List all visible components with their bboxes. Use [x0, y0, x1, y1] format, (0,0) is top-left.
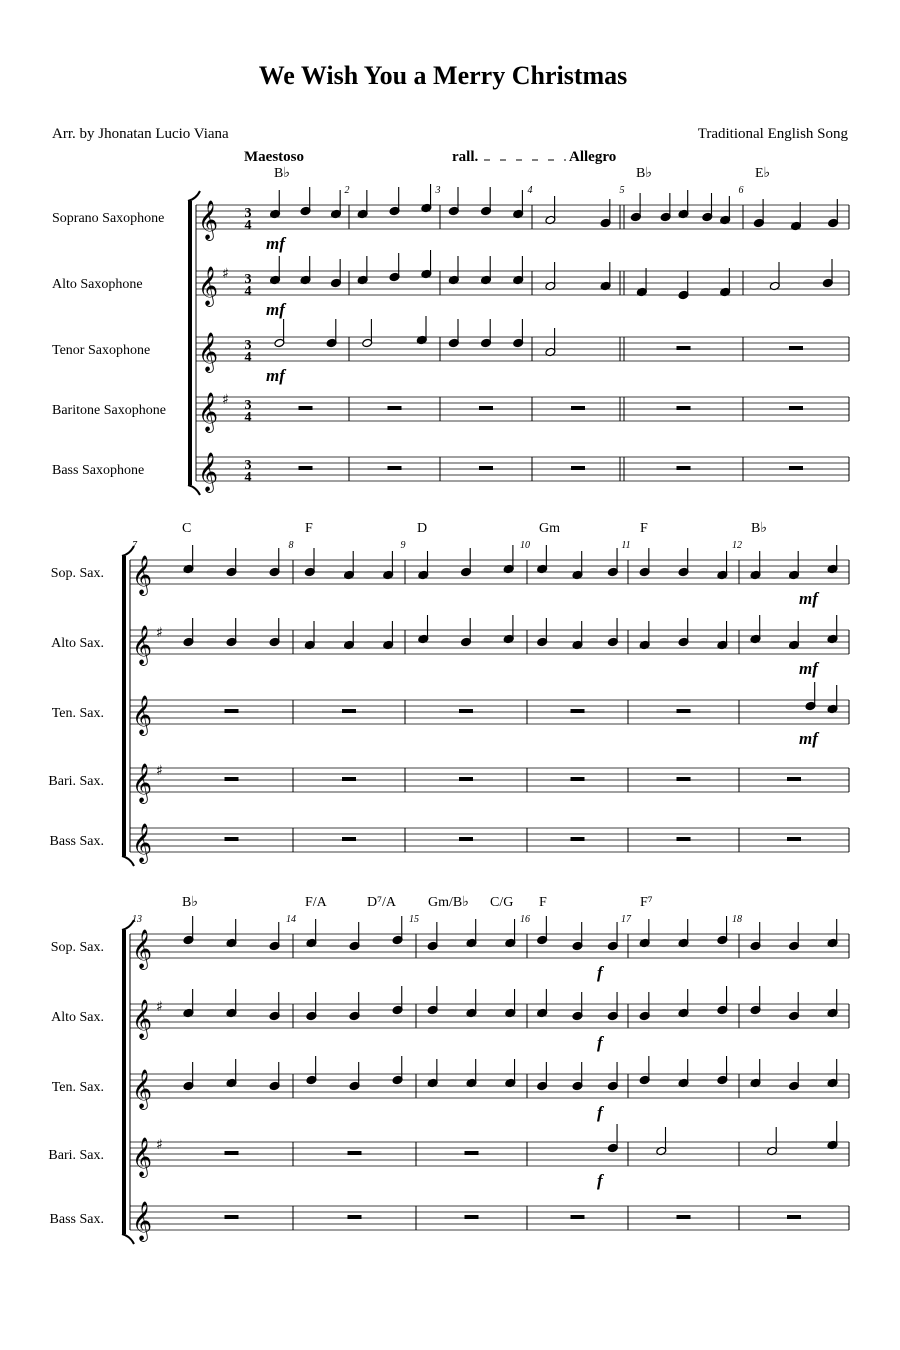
dynamic-marking: mf: [266, 366, 285, 385]
chord-symbol: B♭: [182, 895, 198, 910]
measure-number: 11: [621, 540, 631, 551]
measure: [357, 184, 440, 229]
treble-clef-icon: 𝄞: [198, 392, 219, 432]
measure-number: 13: [132, 914, 142, 925]
whole-rest-icon: [299, 466, 313, 470]
whole-rest-icon: [479, 406, 493, 410]
measure-number: 14: [286, 914, 296, 925]
time-signature-top: 3: [244, 338, 252, 353]
whole-rest-icon: [225, 1151, 239, 1155]
key-sharp-icon: ♯: [222, 392, 229, 408]
measure: [357, 250, 440, 295]
whole-rest-icon: [571, 466, 585, 470]
instrument-name: Bass Sax.: [49, 834, 104, 849]
whole-rest-icon: [571, 406, 585, 410]
measure: [545, 262, 624, 295]
key-sharp-icon: ♯: [156, 999, 163, 1015]
whole-rest-icon: [225, 777, 239, 781]
measure: [545, 328, 624, 361]
whole-rest-icon: [348, 1151, 362, 1155]
measure-number: 7: [132, 540, 137, 551]
system-1: [52, 166, 849, 495]
staff-4: [48, 1121, 849, 1178]
chord-symbol: D: [417, 521, 428, 536]
instrument-name: Ten. Sax.: [51, 706, 104, 721]
whole-rest-icon: [571, 837, 585, 841]
staff-4: [48, 763, 849, 804]
measure-number: 9: [400, 540, 406, 551]
key-sharp-icon: ♯: [222, 266, 229, 282]
system-bracket: [122, 930, 126, 1234]
whole-rest-icon: [677, 837, 691, 841]
whole-rest-icon: [299, 406, 313, 410]
key-sharp-icon: ♯: [156, 763, 163, 779]
treble-clef-icon: 𝄞: [132, 1069, 153, 1109]
treble-clef-icon: 𝄞: [132, 1137, 153, 1177]
dynamic-marking: mf: [799, 729, 818, 748]
staff-3: [52, 316, 849, 373]
chord-symbol: B♭: [751, 521, 767, 536]
system-2: [48, 521, 849, 866]
treble-clef-icon: 𝄞: [132, 625, 153, 665]
whole-rest-icon: [225, 837, 239, 841]
time-signature-bottom: 4: [244, 410, 252, 425]
chord-symbol: F/A: [305, 895, 327, 910]
measure-number: 4: [527, 185, 533, 196]
whole-rest-icon: [571, 1215, 585, 1219]
dynamic-marking: mf: [266, 234, 285, 253]
measure: [753, 199, 849, 231]
tempo-rall: rall.: [452, 149, 479, 165]
time-signature-top: 3: [244, 206, 252, 221]
time-signature-top: 3: [244, 398, 252, 413]
treble-clef-icon: 𝄞: [132, 1201, 153, 1241]
chord-symbol: Gm: [539, 521, 560, 536]
instrument-name: Ten. Sax.: [51, 1080, 104, 1095]
chord-symbol: F: [539, 895, 547, 910]
measure: [545, 196, 624, 229]
treble-clef-icon: 𝄞: [198, 266, 219, 306]
chord-symbol: E♭: [755, 166, 771, 181]
whole-rest-icon: [459, 837, 473, 841]
instrument-name: Baritone Saxophone: [52, 403, 166, 418]
whole-rest-icon: [342, 777, 356, 781]
chord-symbol: C: [182, 521, 192, 536]
whole-rest-icon: [789, 406, 803, 410]
staff-2: [51, 615, 849, 666]
treble-clef-icon: 𝄞: [132, 999, 153, 1039]
dynamic-marking: mf: [799, 589, 818, 608]
instrument-name: Alto Sax.: [51, 636, 104, 651]
treble-clef-icon: 𝄞: [132, 823, 153, 863]
chord-symbol: B♭: [274, 166, 290, 181]
instrument-name: Bari. Sax.: [48, 774, 104, 789]
dynamic-marking: mf: [266, 300, 285, 319]
chord-symbol: F: [305, 521, 313, 536]
staff-5: [50, 823, 849, 864]
score-systems: [48, 166, 849, 1244]
tempo-maestoso: Maestoso: [244, 149, 304, 165]
measure-number: 17: [621, 914, 631, 925]
instrument-name: Bass Sax.: [49, 1212, 104, 1227]
dynamic-marking: mf: [799, 659, 818, 678]
time-signature-bottom: 4: [244, 284, 252, 299]
staff-2: [52, 250, 849, 307]
instrument-name: Tenor Saxophone: [52, 343, 151, 358]
whole-rest-icon: [677, 709, 691, 713]
system-bracket: [188, 201, 192, 485]
arranger-credit: Arr. by Jhonatan Lucio Viana: [52, 126, 229, 142]
chord-symbol: F⁷: [640, 895, 653, 910]
whole-rest-icon: [388, 466, 402, 470]
whole-rest-icon: [465, 1151, 479, 1155]
instrument-name: Alto Saxophone: [52, 277, 143, 292]
chord-symbol: D⁷/A: [367, 895, 396, 910]
whole-rest-icon: [342, 837, 356, 841]
whole-rest-icon: [388, 406, 402, 410]
measure-number: 16: [520, 914, 530, 925]
staff-1: [51, 916, 849, 970]
whole-rest-icon: [789, 346, 803, 350]
time-signature-bottom: 4: [244, 350, 252, 365]
whole-rest-icon: [571, 709, 585, 713]
staff-4: [52, 392, 849, 433]
dynamic-marking: f: [597, 1033, 603, 1052]
instrument-name: Bari. Sax.: [48, 1148, 104, 1163]
treble-clef-icon: 𝄞: [198, 332, 219, 372]
measure: [767, 1121, 849, 1166]
measure-number: 18: [732, 914, 742, 925]
instrument-name: Alto Sax.: [51, 1010, 104, 1025]
measure-number: 6: [738, 185, 744, 196]
measure-number: 2: [344, 185, 350, 196]
measure-number: 12: [732, 540, 742, 551]
treble-clef-icon: 𝄞: [198, 200, 219, 240]
tempo-allegro: Allegro: [569, 149, 617, 165]
instrument-name: Sop. Sax.: [50, 940, 104, 955]
measure-number: 10: [520, 540, 530, 551]
instrument-name: Sop. Sax.: [50, 566, 104, 581]
chord-symbol: Gm/B♭: [428, 895, 469, 910]
time-signature-bottom: 4: [244, 470, 252, 485]
whole-rest-icon: [225, 1215, 239, 1219]
staff-2: [51, 986, 849, 1040]
instrument-name: Soprano Saxophone: [52, 211, 165, 226]
chord-symbol: C/G: [490, 895, 514, 910]
dynamic-marking: f: [597, 1171, 603, 1190]
treble-clef-icon: 𝄞: [132, 763, 153, 803]
chord-symbol: B♭: [636, 166, 652, 181]
system-3: [48, 895, 849, 1244]
chord-symbol: F: [640, 521, 648, 536]
staff-1: [51, 545, 849, 596]
whole-rest-icon: [677, 777, 691, 781]
treble-clef-icon: 𝄞: [132, 555, 153, 595]
treble-clef-icon: 𝄞: [198, 452, 219, 492]
whole-rest-icon: [787, 777, 801, 781]
whole-rest-icon: [479, 466, 493, 470]
whole-rest-icon: [348, 1215, 362, 1219]
composer-credit: Traditional English Song: [697, 126, 848, 142]
whole-rest-icon: [677, 1215, 691, 1219]
whole-rest-icon: [571, 777, 585, 781]
whole-rest-icon: [677, 406, 691, 410]
key-sharp-icon: ♯: [156, 625, 163, 641]
system-bracket: [122, 556, 126, 856]
score-title: We Wish You a Merry Christmas: [258, 61, 628, 90]
staff-5: [50, 1201, 849, 1242]
whole-rest-icon: [677, 346, 691, 350]
dynamic-marking: f: [597, 963, 603, 982]
staff-1: [52, 184, 849, 241]
measure-number: 8: [288, 540, 294, 551]
instrument-name: Bass Saxophone: [52, 463, 145, 478]
time-signature-bottom: 4: [244, 218, 252, 233]
key-sharp-icon: ♯: [156, 1137, 163, 1153]
treble-clef-icon: 𝄞: [132, 695, 153, 735]
dynamic-marking: f: [597, 1103, 603, 1122]
measure: [304, 621, 405, 654]
measure-number: 3: [435, 185, 441, 196]
staff-3: [52, 1056, 849, 1110]
staff-5: [52, 452, 849, 493]
whole-rest-icon: [789, 466, 803, 470]
treble-clef-icon: 𝄞: [132, 929, 153, 969]
whole-rest-icon: [342, 709, 356, 713]
time-signature-top: 3: [244, 272, 252, 287]
whole-rest-icon: [225, 709, 239, 713]
time-signature-top: 3: [244, 458, 252, 473]
whole-rest-icon: [787, 1215, 801, 1219]
measure-number: 15: [409, 914, 419, 925]
whole-rest-icon: [459, 777, 473, 781]
measure-number: 5: [619, 185, 625, 196]
whole-rest-icon: [459, 709, 473, 713]
whole-rest-icon: [677, 466, 691, 470]
staff-3: [52, 682, 849, 736]
measure: [362, 316, 440, 361]
whole-rest-icon: [465, 1215, 479, 1219]
whole-rest-icon: [787, 837, 801, 841]
